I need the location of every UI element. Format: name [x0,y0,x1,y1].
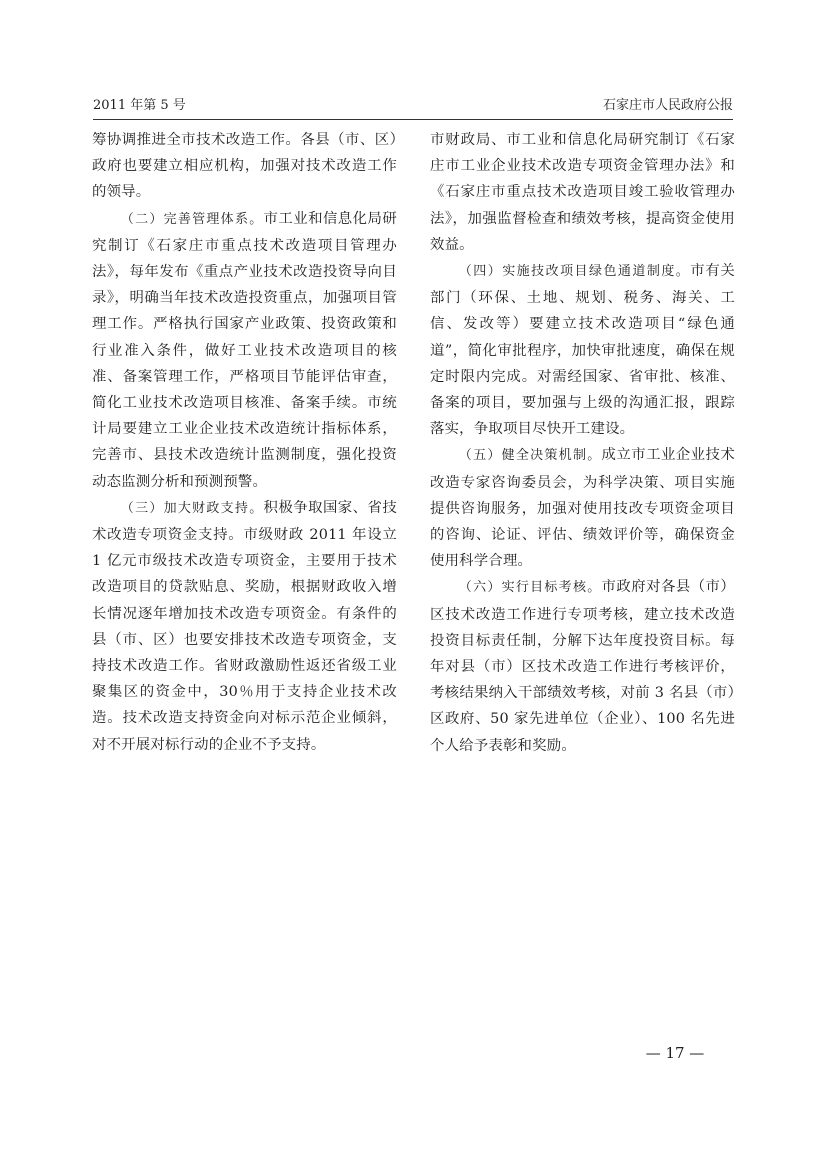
paragraph-body: 积极争取国家、省技术改造专项资金支持。市级财政 2011 年设立 1 亿元市级技术改造专项资金，主要用于技术改造项目的贷款贴息、奖励，根据财政收入增长情况逐年增加技术改造专项资金。有条件的县（市、区）也要安排技术改造专项资金，支持技术改造工作。省财政激励性返还省级工业聚集区的资金中，30％用于支持企业技术改造。技术改造支持资金向对标示范企业倾斜，对不开展对标行动的企业不予支持。 [92,499,397,753]
paragraph-body: 市政府对各县（市）区技术改造工作进行专项考核，建立技术改造投资目标责任制，分解下达年度投资目标。每年对县（市）区技术改造工作进行考核评价，考核结果纳入干部绩效考核，对前 3 名县（市）区政府、50 家先进单位（企业）、100 名先进个人给予表彰和奖励。 [430,579,735,754]
paragraph [92,206,397,495]
page-number: — 17 — [645,1044,705,1062]
paragraph [92,495,397,758]
paragraph-body: 市有关部门（环保、土地、规划、税务、海关、工信、发改等）要建立技术改造项目“绿色通道”，简化审批程序，加快审批速度，确保在规定时限内完成。对需经国家、省审批、核准、备案的项目，要加强与上级的沟通汇报，跟踪落实，争取项目尽快开工建设。 [430,263,735,438]
paragraph [430,258,735,442]
publication-title: 石家庄市人民政府公报 [602,98,733,113]
paragraph [430,442,735,574]
section-heading: （四）实施技改项目绿色通道制度。 [458,264,691,280]
left-column [92,127,397,758]
section-heading: （六）实行目标考核。 [458,580,602,596]
paragraph [430,574,735,758]
running-header [93,96,733,116]
paragraph-body: 市工业和信息化局研究制订《石家庄市重点技术改造项目管理办法》，每年发布《重点产业技术改造投资导向目录》，明确当年技术改造投资重点，加强项目管理工作。严格执行国家产业政策、投资政策和行业准入条件，做好工业技术改造项目的核准、备案管理工作，严格项目节能评估审查，简化工业技术改造项目核准、备案手续。市统计局要建立工业企业技术改造统计指标体系，完善市、县技术改造统计监测制度，强化投资动态监测分析和预测预警。 [92,210,397,490]
section-heading: （三）加大财政支持。 [120,500,264,516]
right-column [430,127,735,759]
paragraph: 市财政局、市工业和信息化局研究制订《石家庄市工业企业技术改造专项资金管理办法》和《石家庄市重点技术改造项目竣工验收管理办法》，加强监督检查和绩效考核，提高资金使用效益。 [430,132,735,253]
header-rule [93,119,733,120]
paragraph: 筹协调推进全市技术改造工作。各县（市、区）政府也要建立相应机构，加强对技术改造工作的领导。 [92,132,397,201]
section-heading: （五）健全决策机制。 [458,448,602,464]
paragraph-body: 成立市工业企业技术改造专家咨询委员会，为科学决策、项目实施提供咨询服务，加强对使用技改专项资金项目的咨询、论证、评估、绩效评价等，确保资金使用科学合理。 [430,447,735,570]
issue-label: 2011 年第 5 号 [93,98,186,113]
section-heading: （二）完善管理体系。 [120,211,264,227]
